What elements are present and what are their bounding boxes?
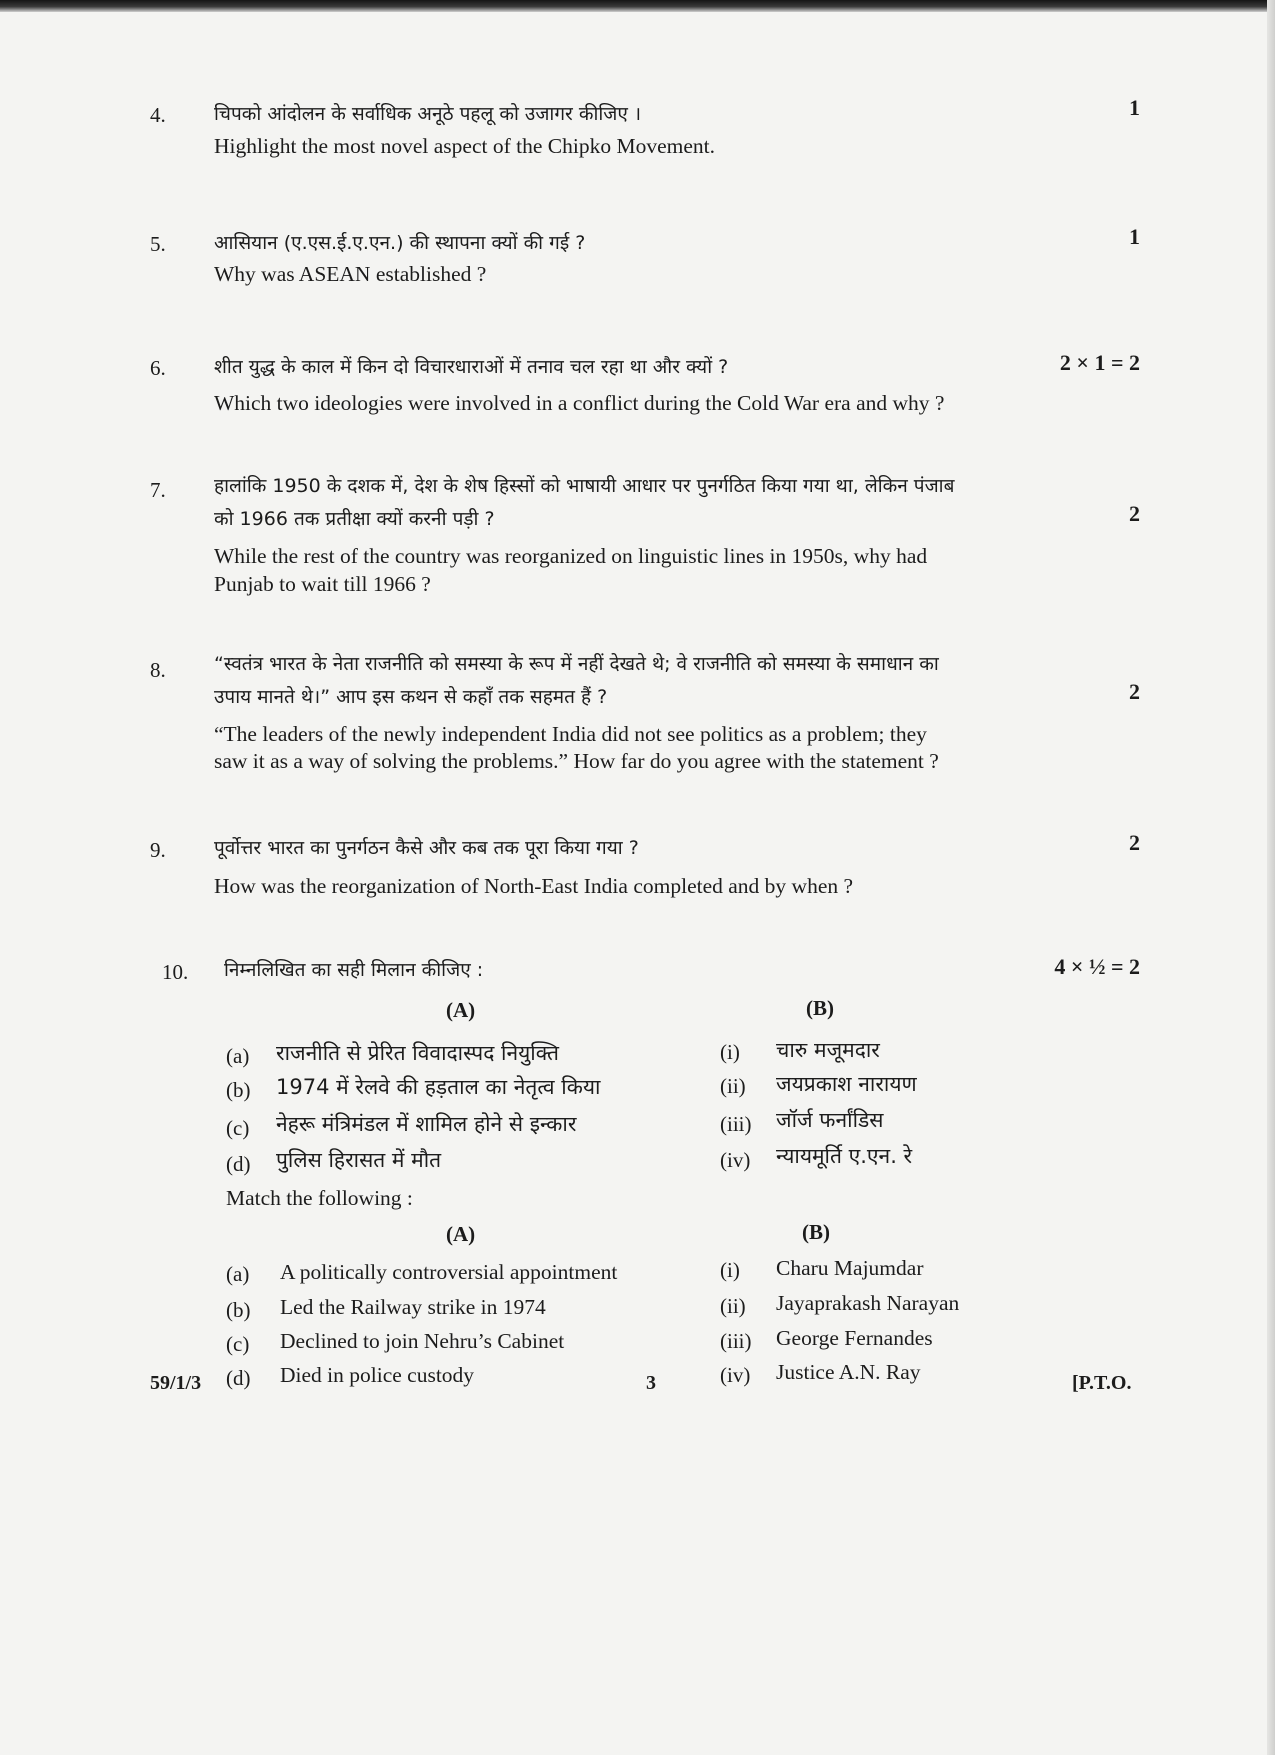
row-numeral: (ii) — [720, 1294, 746, 1318]
column-a-item: पुलिस हिरासत में मौत — [276, 1148, 442, 1172]
marks: 2 — [1129, 679, 1140, 704]
question-number: 5. — [150, 232, 166, 256]
marks: 2 — [1129, 501, 1140, 526]
column-b-item: चारु मजूमदार — [776, 1038, 880, 1062]
row-label: (a) — [226, 1044, 250, 1068]
column-a-item: 1974 में रेलवे की हड़ताल का नेतृत्व किया — [276, 1075, 601, 1099]
question-hindi: हालांकि 1950 के दशक में, देश के शेष हिस्सों को भाषायी आधार पर पुनर्गठित किया गया था, लेकिन पंजाब — [214, 475, 955, 497]
question-hindi: आसियान (ए.एस.ई.ए.एन.) की स्थापना क्यों की गई ? — [214, 232, 586, 254]
question-hindi: “स्वतंत्र भारत के नेता राजनीति को समस्या के रूप में नहीं देखते थे; वे राजनीति को समस्या के समाधान का — [214, 653, 939, 675]
column-b-heading: (B) — [806, 996, 834, 1020]
column-b-item: Justice A.N. Ray — [776, 1360, 921, 1384]
question-english: “The leaders of the newly independent India did not see politics as a problem; they — [214, 722, 927, 746]
marks: 1 — [1129, 95, 1140, 120]
question-number: 8. — [150, 658, 166, 682]
column-b-item: Jayaprakash Narayan — [776, 1291, 960, 1315]
column-a-heading-en: (A) — [446, 1222, 476, 1246]
column-b-item: George Fernandes — [776, 1326, 933, 1350]
question-english: Highlight the most novel aspect of the Chipko Movement. — [214, 134, 715, 158]
question-hindi: शीत युद्ध के काल में किन दो विचारधाराओं में तनाव चल रहा था और क्यों ? — [214, 356, 729, 378]
column-a-item: A politically controversial appointment — [280, 1260, 618, 1284]
row-numeral: (iv) — [720, 1363, 751, 1387]
question-number: 6. — [150, 356, 166, 380]
row-label: (c) — [226, 1116, 250, 1140]
marks: 2 × 1 = 2 — [1059, 350, 1140, 375]
row-numeral: (iii) — [720, 1329, 752, 1353]
marks: 4 × ½ = 2 — [1054, 954, 1140, 979]
question-english-cont: saw it as a way of solving the problems.” How far do you agree with the statement ? — [214, 749, 939, 773]
row-label: (d) — [226, 1152, 251, 1176]
question-hindi-cont: को 1966 तक प्रतीक्षा क्यों करनी पड़ी ? — [214, 508, 495, 530]
english-instruction: Match the following : — [226, 1186, 413, 1210]
paper-code: 59/1/3 — [150, 1372, 202, 1394]
row-numeral: (iv) — [720, 1148, 751, 1172]
question-hindi-cont: उपाय मानते थे।” आप इस कथन से कहाँ तक सहमत हैं ? — [214, 686, 608, 708]
question-hindi: चिपको आंदोलन के सर्वाधिक अनूठे पहलू को उजागर कीजिए । — [214, 103, 642, 125]
question-english-cont: Punjab to wait till 1966 ? — [214, 572, 431, 596]
column-b-item: जॉर्ज फर्नांडिस — [776, 1108, 884, 1132]
row-numeral: (i) — [720, 1040, 740, 1064]
row-label: (b) — [226, 1078, 251, 1102]
question-english: Why was ASEAN established ? — [214, 262, 487, 286]
page-number: 3 — [646, 1372, 656, 1394]
row-label: (d) — [226, 1366, 251, 1390]
column-a-item: Died in police custody — [280, 1363, 475, 1387]
marks: 1 — [1129, 224, 1140, 249]
column-a-item: नेहरू मंत्रिमंडल में शामिल होने से इन्कार — [276, 1112, 577, 1136]
pto-label: [P.T.O. — [1072, 1372, 1132, 1394]
question-hindi: पूर्वोत्तर भारत का पुनर्गठन कैसे और कब तक पूरा किया गया ? — [214, 837, 639, 859]
row-label: (b) — [226, 1298, 251, 1322]
marks: 2 — [1129, 830, 1140, 855]
question-hindi: निम्नलिखित का सही मिलान कीजिए : — [224, 959, 484, 981]
column-b-item: जयप्रकाश नारायण — [776, 1072, 917, 1096]
question-number: 10. — [162, 960, 189, 984]
row-numeral: (ii) — [720, 1074, 746, 1098]
column-b-heading-en: (B) — [802, 1220, 830, 1244]
question-english: How was the reorganization of North-East India completed and by when ? — [214, 874, 854, 898]
question-english: Which two ideologies were involved in a conflict during the Cold War era and why ? — [214, 391, 945, 415]
column-b-item: न्यायमूर्ति ए.एन. रे — [776, 1144, 913, 1168]
column-a-item: राजनीति से प्रेरित विवादास्पद नियुक्ति — [276, 1041, 559, 1065]
row-label: (a) — [226, 1262, 250, 1286]
question-number: 7. — [150, 478, 166, 502]
question-number: 4. — [150, 103, 166, 127]
column-b-item: Charu Majumdar — [776, 1256, 924, 1280]
row-label: (c) — [226, 1332, 250, 1356]
question-english: While the rest of the country was reorganized on linguistic lines in 1950s, why had — [214, 544, 928, 568]
column-a-item: Led the Railway strike in 1974 — [280, 1295, 546, 1319]
column-a-item: Declined to join Nehru’s Cabinet — [280, 1329, 565, 1353]
row-numeral: (iii) — [720, 1112, 752, 1136]
question-number: 9. — [150, 838, 166, 862]
row-numeral: (i) — [720, 1258, 740, 1282]
column-a-heading: (A) — [446, 998, 476, 1022]
